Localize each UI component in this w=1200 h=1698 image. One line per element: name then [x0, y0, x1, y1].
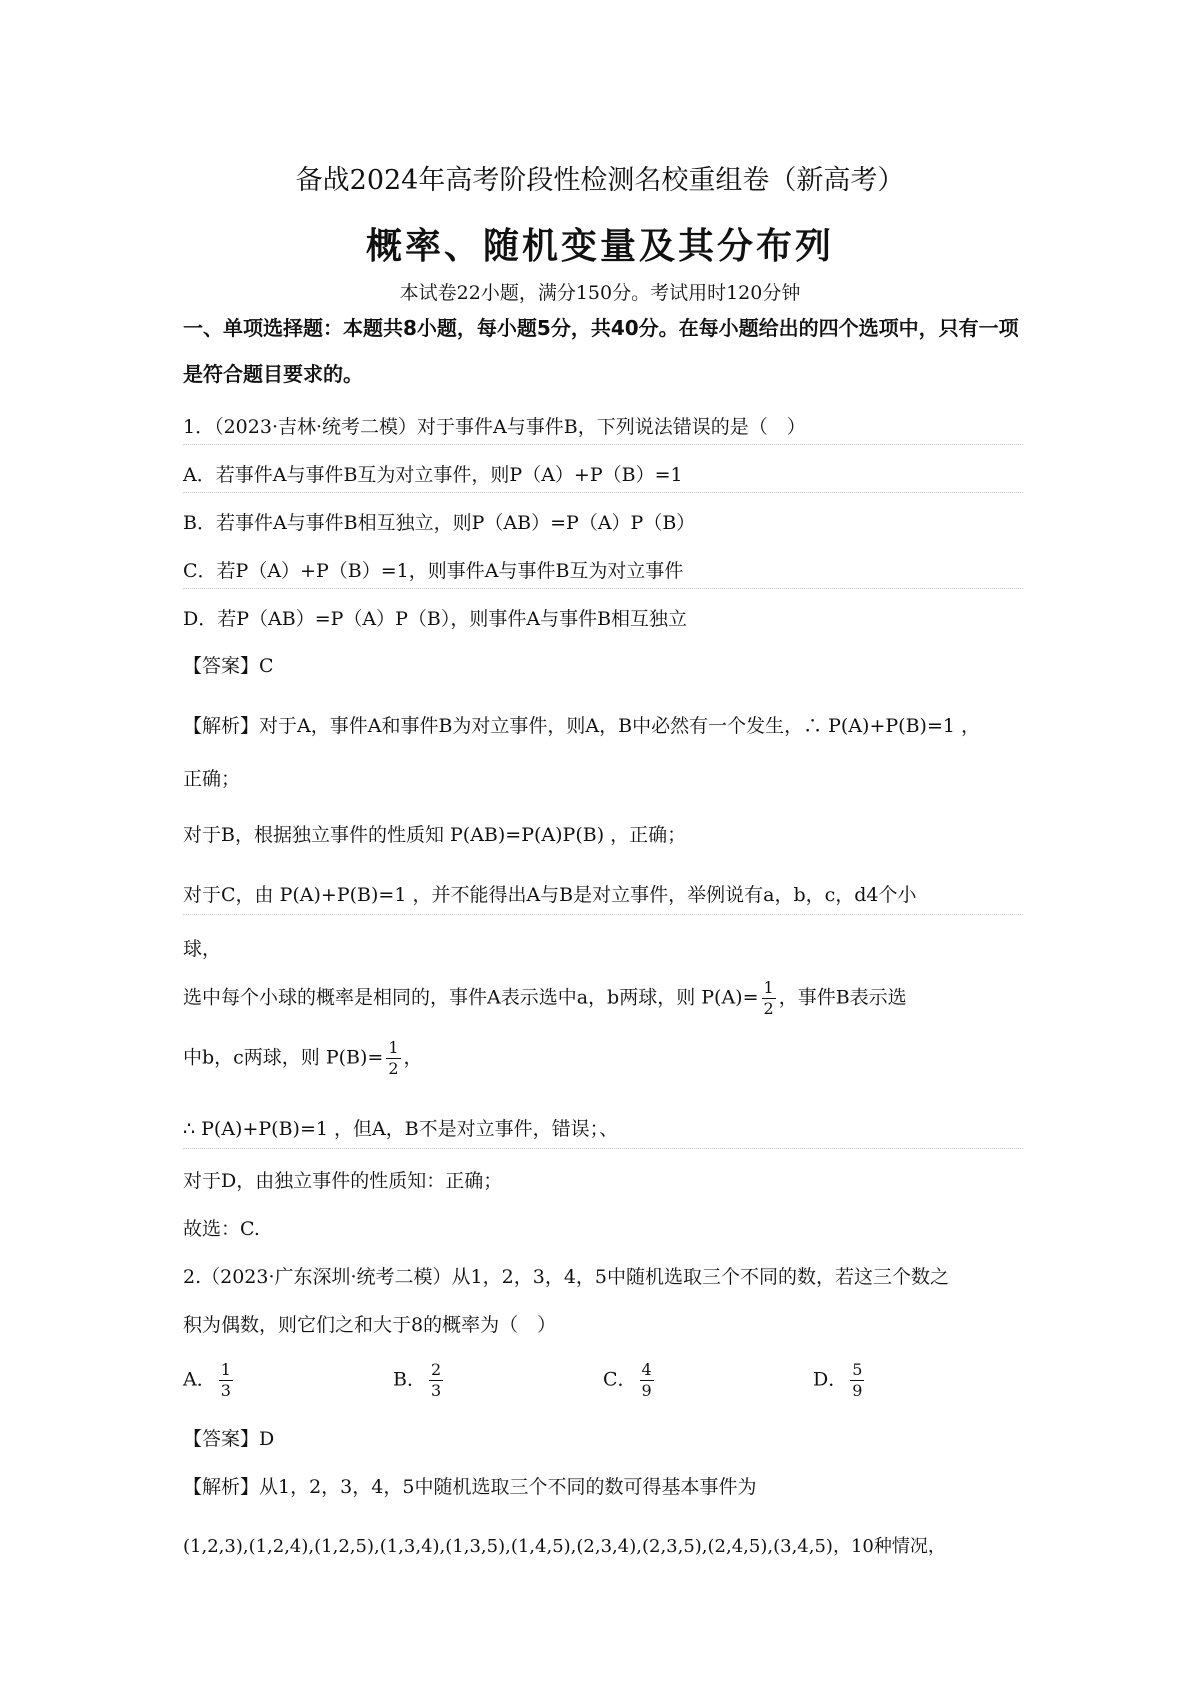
section-heading: 一、单项选择题：本题共8小题，每小题5分，共40分。在每小题给出的四个选项中，只有一项是符合题目要求的。	[183, 316, 1019, 386]
fraction-numerator: 1	[763, 978, 774, 997]
divider	[183, 588, 1023, 589]
q1-solution-line	[183, 978, 907, 1019]
option-label: C．	[603, 1368, 637, 1391]
option-fraction	[429, 1360, 443, 1401]
fraction-numerator: 4	[641, 1360, 652, 1379]
solution-text: 选中每个小球的概率是相同的，事件A表示选中a，b两球，则 P(A)=	[183, 986, 759, 1009]
q1-stem: 1．（2023·吉林·统考二模）对于事件A与事件B，下列说法错误的是（ ）	[183, 416, 806, 438]
exam-title: 概率、随机变量及其分布列	[365, 226, 834, 267]
exam-info: 本试卷22小题，满分150分。考试用时120分钟	[399, 282, 801, 304]
fraction-one-half	[386, 1038, 400, 1079]
fraction-denominator: 2	[763, 999, 774, 1018]
q2-option-b	[393, 1360, 446, 1401]
divider	[183, 1148, 1023, 1149]
option-fraction	[850, 1360, 864, 1401]
divider	[183, 492, 1023, 493]
fraction-denominator: 2	[388, 1059, 399, 1078]
fraction-numerator: 2	[430, 1360, 442, 1379]
q2-option-d	[813, 1360, 867, 1401]
fraction-one-half	[762, 978, 776, 1019]
option-label: D．	[813, 1368, 848, 1391]
q2-stem: 积为偶数，则它们之和大于8的概率为（ ）	[183, 1314, 557, 1336]
q1-solution-line	[183, 1038, 423, 1079]
q2-solution-line: (1,2,3),(1,2,4),(1,2,5),(1,3,4),(1,3,5),(1,4,5),(2,3,4),(2,3,5),(2,4,5),(3,4,5)，10种情况，	[183, 1536, 946, 1557]
q2-solution-line: 【解析】从1，2，3，4，5中随机选取三个不同的数可得基本事件为	[183, 1476, 757, 1498]
q2-option-c	[603, 1360, 657, 1401]
solution-text: ，	[403, 1046, 423, 1069]
divider	[183, 914, 1023, 915]
q1-solution-line: 【解析】对于A，事件A和事件B为对立事件，则A，B中必然有一个发生，∴ P(A)+P(B)=1 ，	[183, 715, 980, 737]
q1-option-b: B．若事件A与事件B相互独立，则P（AB）=P（A）P（B）	[183, 512, 696, 534]
q1-solution-line: 对于B，根据独立事件的性质知 P(AB)=P(A)P(B) ，正确；	[183, 824, 687, 846]
fraction-denominator: 3	[220, 1381, 231, 1400]
fraction-denominator: 9	[852, 1381, 863, 1400]
fraction-numerator: 5	[852, 1360, 863, 1379]
q1-option-d: D．若P（AB）=P（A）P（B），则事件A与事件B相互独立	[183, 608, 688, 630]
q1-solution-line: 故选：C.	[183, 1218, 260, 1240]
option-fraction	[640, 1360, 654, 1401]
q1-option-a: A．若事件A与事件B互为对立事件，则P（A）+P（B）=1	[183, 464, 683, 486]
solution-text: ，事件B表示选	[778, 986, 907, 1009]
q1-solution-line: ∴ P(A)+P(B)=1 ，但A，B不是对立事件，错误；、	[183, 1118, 619, 1140]
q1-solution-line: 对于C，由 P(A)+P(B)=1 ，并不能得出A与B是对立事件，举例说有a，b，c，d4个小	[183, 884, 917, 906]
fraction-denominator: 9	[641, 1381, 652, 1400]
q1-solution-line: 对于D，由独立事件的性质知：正确；	[183, 1170, 503, 1192]
q1-solution-line: 球，	[183, 938, 222, 960]
option-label: A．	[183, 1368, 216, 1391]
fraction-numerator: 1	[220, 1360, 231, 1379]
q1-option-c: C．若P（A）+P（B）=1，则事件A与事件B互为对立事件	[183, 560, 684, 582]
q2-stem: 2.（2023·广东深圳·统考二模）从1，2，3，4，5中随机选取三个不同的数，若这三个数之	[183, 1266, 950, 1288]
q2-answer: 【答案】D	[183, 1428, 275, 1450]
q2-option-a	[183, 1360, 236, 1401]
option-fraction	[219, 1360, 233, 1401]
q1-solution-line: 正确；	[183, 768, 241, 790]
fraction-denominator: 3	[430, 1381, 442, 1400]
option-label: B．	[393, 1368, 426, 1391]
exam-subtitle: 备战2024年高考阶段性检测名校重组卷（新高考）	[295, 165, 905, 196]
divider	[183, 444, 1023, 445]
fraction-numerator: 1	[388, 1038, 399, 1057]
q1-answer: 【答案】C	[183, 655, 274, 677]
solution-text: 中b，c两球，则 P(B)=	[183, 1046, 384, 1069]
